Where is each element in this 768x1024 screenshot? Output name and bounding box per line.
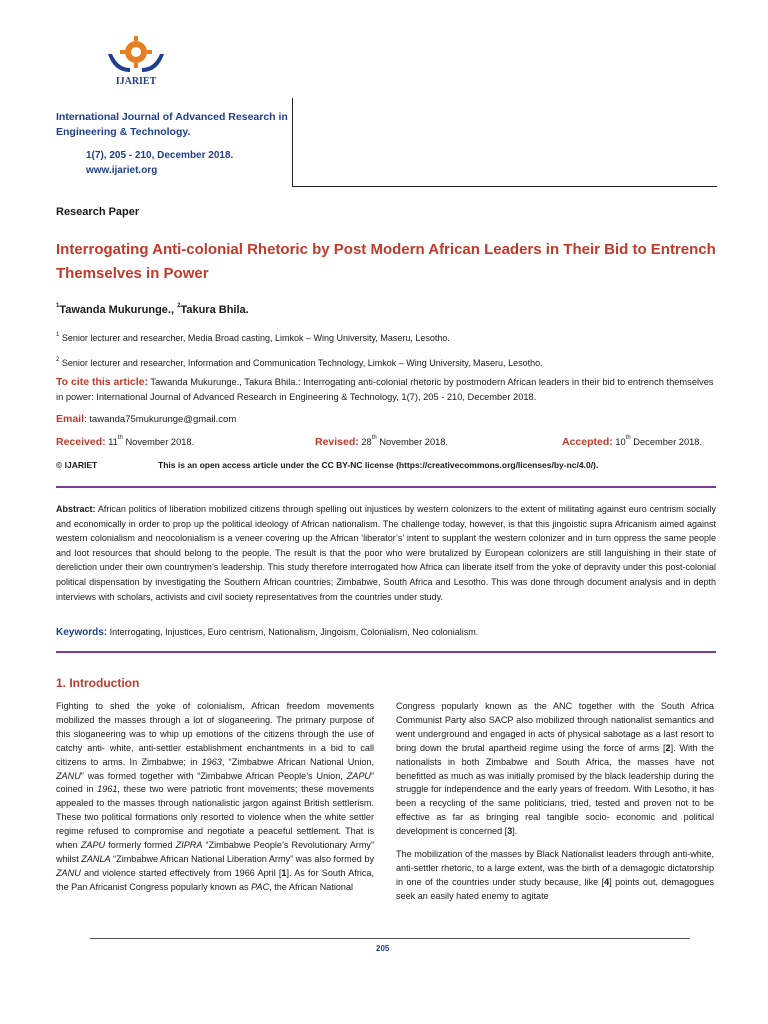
text-run: ZANU <box>56 770 81 781</box>
author-2: Takura Bhila. <box>180 304 249 316</box>
accepted-date <box>562 436 702 448</box>
text-run: formerly formed <box>105 840 176 851</box>
revised-rest: November 2018. <box>376 437 449 447</box>
text-run: 1963 <box>201 756 222 767</box>
journal-issue: 1(7), 205 - 210, December 2018. <box>86 150 234 161</box>
text-run: , the African National <box>269 881 354 892</box>
affiliation-1-number: 1 <box>56 332 60 338</box>
received-rest: November 2018. <box>122 437 195 447</box>
text-run: ]. With the nationalists in both Zimbabwe and South Africa, the masses have not benefitted as much as was initially promised by the black leadership during the struggle for independence and the early years of freedom. With Lesotho, it has been a recycling of the same politicians, tried, tested and proven not to be effective as far as bringing real tangible socio- economic and political development is concerned [ <box>396 742 714 837</box>
author-1: Tawanda Mukurunge., <box>59 304 178 316</box>
keywords-text: Interrogating, Injustices, Euro centrism, Nationalism, Jingoism, Colonialism, Neo colonialism. <box>107 627 479 637</box>
author-2-number: 2 <box>177 303 181 309</box>
author-1-number: 1 <box>56 303 60 309</box>
text-run: “Zimbabwe People’s Revolutionary Army” whilst <box>56 840 374 864</box>
authors <box>56 304 249 316</box>
citation-ref[interactable]: 4 <box>604 876 610 887</box>
text-run: ZIPRA <box>175 840 203 851</box>
journal-name: International Journal of Advanced Research in Engineering & Technology. <box>56 111 288 138</box>
header-vertical-rule <box>292 98 293 186</box>
text-run: , these two were patriotic front movements; these movements appealed to the masses through nationalistic jargon against British settlerism. These two political formations only resorted to violence when the white settler regime refused to compromise and negotiate a peaceful settlement. That is when <box>56 784 374 851</box>
right-column <box>396 700 714 913</box>
license-notice[interactable]: This is an open access article under the CC BY-NC license (https://creativecommons.org/licenses/by-nc/4.0/). <box>158 460 599 470</box>
text-run: and violence started effectively from 1966 April [ <box>80 867 282 878</box>
page-number: 205 <box>376 944 390 953</box>
abstract-top-rule <box>56 486 716 488</box>
keywords-label: Keywords: <box>56 627 108 638</box>
text-run: ]. As for South Africa, the Pan Africanist Congress popularly known as <box>56 867 374 892</box>
abstract-text: African politics of liberation mobilized citizens through spelling out injustices by western colonizers to the extent of militating against euro centrism socially and economically in order to prop up the political ideology of African nationalism. The challenge today, however, is that this jingoistic supra Africanism aimed against western colonialism and neocolonialism is a veneer covering up the African ‘liberator’s’ intent to supplant the western colonizer and in turn oppress the same people and loot resources that should belong to the people. The result is that the poor who were brutalized by European colonizers are still languishing in their state of dereliction under their own countrymen’s leadership. This study therefore interrogated how Africa can liberate itself from the yoke of depravity under this post-colonial political dispensation by investigating the Southern African countries; Zimbabwe, South Africa and Lesotho. This was done through document analysis and in depth interviews with scholars, activists and civil society representatives from the countries under study. <box>56 504 716 602</box>
revised-day: 28 <box>358 437 372 447</box>
received-sup: th <box>117 435 123 441</box>
email-line <box>56 413 236 425</box>
text-run: ZANLA <box>81 853 111 864</box>
journal-info <box>56 110 316 178</box>
gear-hands-logo-icon <box>100 32 172 86</box>
copyright: © IJARIET <box>56 460 98 470</box>
text-run: ” coined in <box>56 770 374 795</box>
paragraph <box>396 848 714 904</box>
abstract-label: Abstract: <box>56 504 96 514</box>
citation-ref[interactable]: 2 <box>665 742 671 753</box>
citation <box>56 375 716 405</box>
text-run: ZAPU <box>346 770 371 781</box>
citation-label: To cite this article: <box>56 376 148 388</box>
paragraph <box>56 700 374 895</box>
received-day: 11 <box>105 437 118 447</box>
text-run: , “Zimbabwe African National Union, <box>221 756 375 767</box>
received-label: Received: <box>56 436 106 448</box>
accepted-day: 10 <box>612 437 626 447</box>
text-run: “Zimbabwe African National Liberation Army” was also formed by <box>110 853 375 864</box>
header-horizontal-rule <box>292 186 717 187</box>
paper-title: Interrogating Anti-colonial Rhetoric by Post Modern African Leaders in Their Bid to Entrench Themselves in Power <box>56 241 716 282</box>
text-run: ZANU <box>56 867 81 878</box>
paper-type: Research Paper <box>56 206 140 218</box>
paragraph <box>396 700 714 839</box>
citation-ref[interactable]: 1 <box>281 867 287 878</box>
citation-ref[interactable]: 3 <box>507 826 513 837</box>
citation-text: Tawanda Mukurunge., Takura Bhila.: Interrogating anti-colonial rhetoric by postmodern African leaders in their bid to entrench themselves in power: International Journal of Advanced Research in Engineering & Technology, 1(7), 205 - 210, December 2018. <box>56 377 714 402</box>
revised-label: Revised: <box>315 436 359 448</box>
section-heading: 1. Introduction <box>56 676 140 690</box>
revised-date <box>315 436 448 448</box>
affiliation-2-number: 2 <box>56 357 60 363</box>
text-run: ] points out, demagogues seek an easily hated enemy to agitate <box>396 876 714 901</box>
accepted-label: Accepted: <box>562 436 613 448</box>
text-run: Fighting to shed the yoke of colonialism, African freedom movements mobilized the masses through a lot of sloganeering. The primary purpose of this sloganeering was to whip up emotions of the citizens through the use of catchy anti- white, anti-settler establishment enchantments in a bid to call citizens to arms. In Zimbabwe; in <box>56 701 374 767</box>
email-label: Email <box>56 413 85 425</box>
text-run: Congress popularly known as the ANC together with the South Africa Communist Party also SACP also mobilized through nationalist semantics and went underground and engaged in acts of physical sabotage as a last resort to bring down the brutal apartheid regime using the force of arms [ <box>396 701 714 753</box>
journal-logo <box>100 32 172 86</box>
journal-url[interactable]: www.ijariet.org <box>86 165 158 176</box>
affiliation-2 <box>56 358 543 368</box>
text-run: ZAPU <box>80 840 106 851</box>
left-column <box>56 700 374 904</box>
affiliation-2-text: Senior lecturer and researcher, Information and Communication Technology, Limkok – Wing University, Maseru, Lesotho. <box>61 358 543 368</box>
keywords <box>56 627 716 638</box>
svg-text:IJARIET: IJARIET <box>115 76 157 86</box>
abstract-bottom-rule <box>56 651 716 653</box>
received-date <box>56 436 194 448</box>
affiliation-1 <box>56 333 450 343</box>
text-run: 1961 <box>97 784 118 795</box>
text-run: ” was formed together with “Zimbabwe African People’s Union, <box>80 770 347 781</box>
email-address[interactable]: : tawanda75mukurunge@gmail.com <box>84 414 237 425</box>
revised-sup: th <box>371 435 377 441</box>
text-run: ]. <box>512 826 518 837</box>
accepted-sup: th <box>625 435 631 441</box>
accepted-rest: December 2018. <box>630 437 703 447</box>
text-run: The mobilization of the masses by Black Nationalist leaders through anti-white, anti-settler rhetoric, to a large extent, was the birth of a demagogic dictatorship in one of the countries under study because, like [ <box>396 849 714 887</box>
text-run: PAC <box>251 881 270 892</box>
footer-rule <box>90 938 690 939</box>
affiliation-1-text: Senior lecturer and researcher, Media Broad casting, Limkok – Wing University, Maseru, Lesotho. <box>61 333 450 343</box>
abstract <box>56 502 716 604</box>
